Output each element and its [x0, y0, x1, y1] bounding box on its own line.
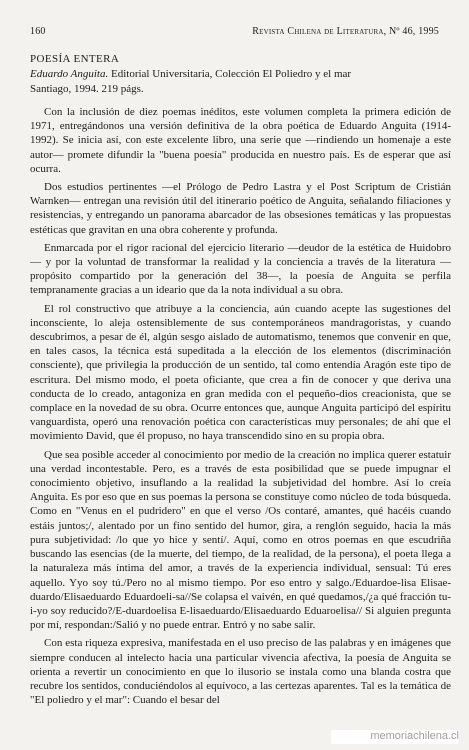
page-number: 160 — [30, 26, 46, 37]
paragraph: Enmarcada por el rigor racional del ejercicio literario —deudor de la estética de Huidobro— y por la voluntad de transformar la realidad y la conciencia a través de la literatura —propósito compartido por la generación del 38—, la poesía de Anguita se perfila tempranamente gracias a un ideario que da la nota individual a su obra. — [30, 241, 451, 297]
paragraph: Con esta riqueza expresiva, manifestada en el uso preciso de las palabras y en imágenes que siempre conducen al intelecto hacia una particular vivencia afectiva, la poesía de Anguita se orienta a revertir un conocimiento en que lo ilusorio se instala como una blanda costra que recubre los sentidos, conduciéndolos al equívoco, a las certezas aparentes. Tal es la temática de "El poliedro y el mar": Cuando el besar del — [30, 637, 451, 707]
review-heading — [30, 52, 451, 97]
paragraph: Que sea posible acceder al conocimiento por medio de la creación no implica querer estatuir una verdad incontestable. Pero, es a través de esta posibilidad que se puede impugnar el conocimiento objetivo, insuflando a la realidad la subjetividad del hombre. Así lo creía Anguita. Es por eso que en sus poemas la persona se constituye como núcleo de toda búsqueda. Como en "Venus en el pudridero" en que el verso /Os contaré, amantes, qué hacéis cuando estáis juntos;/, alentado por un fino sentido del humor, gira, a renglón seguido, hacia la más pura subjetividad: /lo que yo hice y sentí/. Aquí, como en otros poemas en que escudriña buscando las esencias (de la muerte, del tiempo, de la realidad, de la persona), el poeta llega a la naturaleza más íntima del amor, a través de la experiencia individual, sensual: Tú eres aquello. Yyo soy tú./Pero no al mismo tiempo. Por eso entro y salgo./Eduardoe-lisa Elisae-duardo/Elisaeduardo Eduardoeli-sa//Se colapsa el vaivén, en qué quedamos,/¿a qué fracción tu-i-yo soy reducido?/E-duardoelisa E-lisaeduardo/Elisaeduardo Eduaroelisa// Si alguien pregunta por mí, respondan:/Salió y no puede entrar. Entró y no sabe salir. — [30, 448, 451, 632]
watermark-logo: memoriachilena.cl — [331, 730, 459, 744]
paragraph: Dos estudios pertinentes —el Prólogo de Pedro Lastra y el Post Scriptum de Cristián Warnken— entregan una revisión útil del itinerario poético de Anguita, señalando filiaciones y resistencias, y entregando un panorama abarcador de las obsesiones temáticas y las propuestas estéticas que gravitan en una obra coherente y profunda. — [30, 181, 451, 236]
publication-info — [30, 67, 451, 82]
publisher-line: Editorial Universitaria, Colección El Poliedro y el mar — [108, 68, 352, 80]
running-header — [30, 26, 439, 37]
book-title: POESÍA ENTERA — [30, 53, 120, 65]
paragraph: El rol constructivo que atribuye a la conciencia, aún cuando acepte las sugestiones del inconsciente, lo aleja ostensiblemente de sus contemporáneos mandragoristas, y cuando descubrimos, a pesar de él, algún sesgo aislado de automatismo, tenemos que convenir en que, en tales casos, la técnica está supeditada a la elección de los elementos (discriminación consciente), que privilegia la producción de un sentido, tal como entendía Aragón este tipo de escritura. Del mismo modo, el poeta oficiante, que crea a fin de conocer y que deriva una conducta de lo creado, antagoniza en gran medida con el pequeño-dios creacionista, que se complace en la novedad de su obra. Ocurre entonces que, aunque Anguita participó del espíritu vanguardista, operó una renovación poética con características muy personales; de ahí que el movimiento David, que él propuso, no haya transcendido sino en su propia obra. — [30, 302, 451, 443]
review-body — [30, 105, 451, 711]
journal-title: Revista Chilena de Literatura, Nº 46, 1995 — [252, 26, 439, 37]
place-and-pages: Santiago, 1994. 219 págs. — [30, 83, 144, 95]
book-author: Eduardo Anguita. — [30, 68, 109, 80]
paragraph: Con la inclusión de diez poemas inéditos, este volumen completa la primera edición de 1971, entregándonos una versión definitiva de la obra poética de Eduardo Anguita (1914-1992). Se inicia así, con este excelente libro, una serie que —rindiendo un homenaje a este autor— promete difundir la "buena poesía" producida en nuestro país. Es de esperar que así ocurra. — [30, 106, 451, 175]
